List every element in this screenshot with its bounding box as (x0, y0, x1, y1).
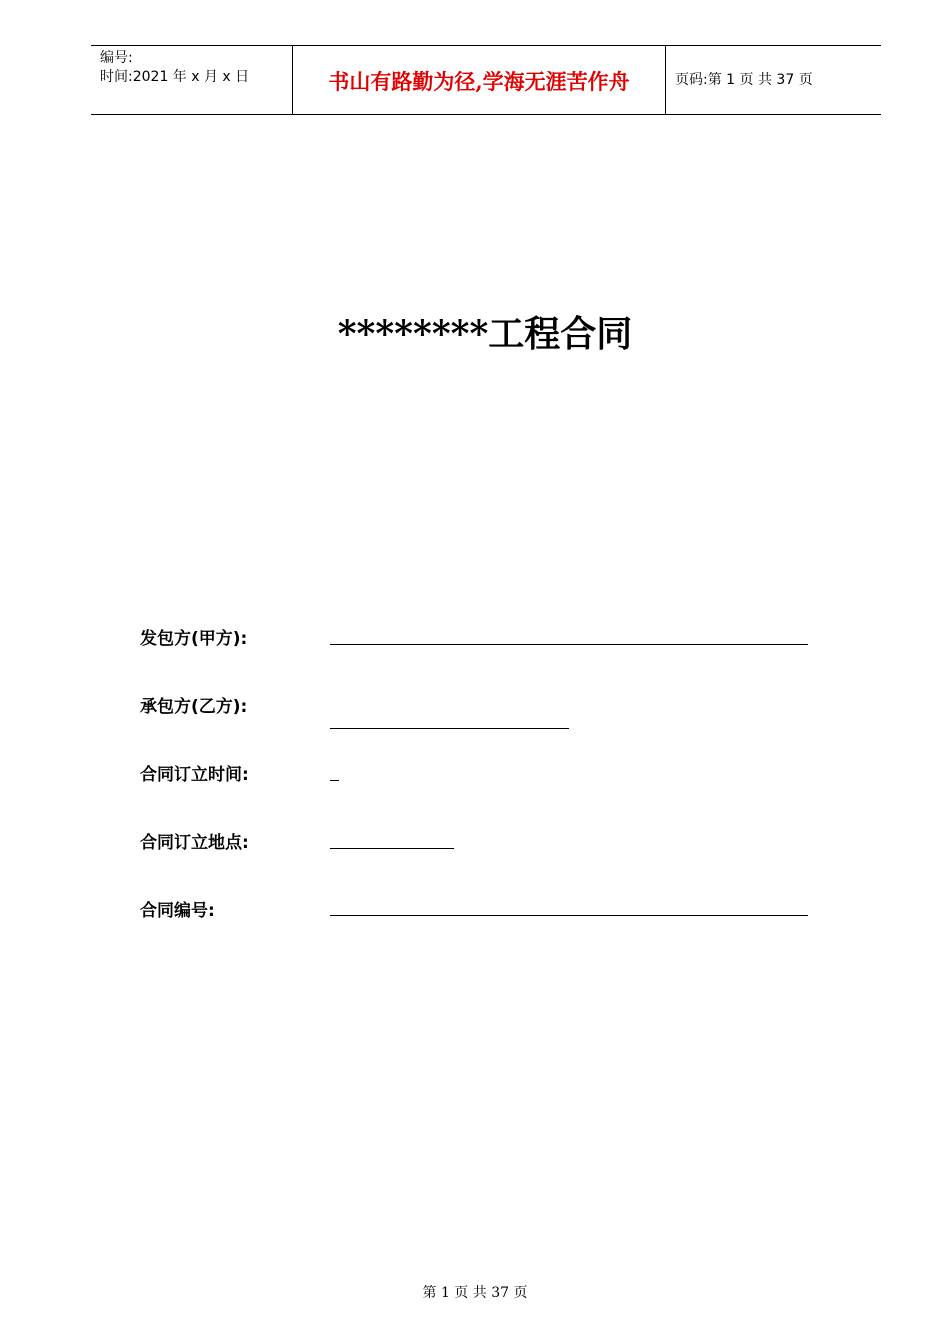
document-title: ********工程合同 (337, 313, 633, 355)
signing-place-label: 合同订立地点: (140, 833, 249, 853)
page-number-label: 页码:第 1 页 共 37 页 (675, 72, 813, 88)
page-header (91, 45, 881, 115)
header-page-cell (666, 46, 881, 114)
page-footer: 第 1 页 共 37 页 (422, 1285, 528, 1301)
contract-number-label: 合同编号: (140, 901, 215, 921)
header-motto-cell (293, 46, 666, 114)
number-label: 编号: (100, 50, 133, 66)
contractor-field-line (330, 728, 569, 729)
signing-time-field-line (330, 780, 339, 781)
motto-text: 书山有路勤为径,学海无涯苦作舟 (328, 69, 630, 94)
signing-place-field-line (330, 848, 454, 849)
employer-field-line (330, 644, 808, 645)
signing-time-label: 合同订立时间: (140, 765, 249, 785)
contractor-label: 承包方(乙方): (140, 697, 248, 717)
date-label: 时间:2021 年 x 月 x 日 (100, 69, 250, 85)
contract-number-field-line (330, 915, 808, 916)
header-info-cell (91, 46, 293, 114)
employer-label: 发包方(甲方): (140, 629, 248, 649)
